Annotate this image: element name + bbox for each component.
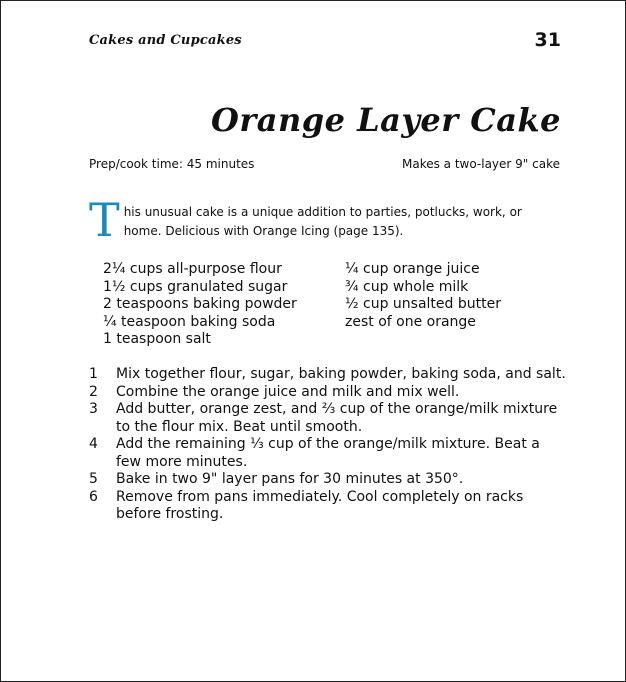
page-number: 31 — [534, 29, 561, 51]
step-text: Mix together flour, sugar, baking powder, baking soda, and salt. — [116, 366, 566, 382]
ingredient-item: ½ cup unsalted butter — [345, 296, 501, 312]
ingredient-item: 1½ cups granulated sugar — [103, 278, 288, 295]
instruction-step — [89, 401, 569, 436]
instruction-step — [89, 489, 569, 524]
instruction-step — [89, 366, 569, 384]
instruction-step — [89, 436, 569, 471]
instruction-list — [89, 366, 569, 524]
recipe-title: Orange Layer Cake — [210, 101, 561, 139]
instruction-step — [89, 384, 569, 402]
ingredient-item: 2¼ cups all-purpose flour — [103, 261, 282, 277]
ingredient-column-right — [345, 261, 501, 331]
step-number: 6 — [89, 488, 98, 505]
drop-cap: T — [89, 193, 120, 247]
step-number: 4 — [89, 436, 98, 452]
ingredient-item: 1 teaspoon salt — [103, 331, 211, 347]
intro-text: his unusual cake is a unique addition to parties, potlucks, work, or home. Delicious with Orange Icing (page 135). — [123, 205, 522, 238]
step-number: 3 — [89, 401, 98, 417]
step-text: Add butter, orange zest, and ⅔ cup of the orange/milk mixture to the flour mix. Beat until smooth. — [116, 401, 558, 435]
prep-time: Prep/cook time: 45 minutes — [89, 157, 255, 171]
ingredient-item: zest of one orange — [345, 313, 476, 330]
recipe-yield: Makes a two-layer 9" cake — [401, 157, 560, 171]
ingredient-column-left — [103, 261, 297, 349]
step-text: Add the remaining ⅓ cup of the orange/milk mixture. Beat a few more minutes. — [116, 436, 540, 470]
ingredient-item: ¼ cup orange juice — [345, 261, 480, 277]
instruction-step — [89, 471, 569, 489]
ingredient-item: 2 teaspoons baking powder — [103, 296, 297, 312]
step-text: Bake in two 9" layer pans for 30 minutes at 350°. — [116, 471, 464, 487]
ingredient-item: ¼ teaspoon baking soda — [103, 313, 276, 330]
step-number: 5 — [89, 471, 98, 487]
step-text: Remove from pans immediately. Cool completely on racks before frosting. — [116, 488, 524, 522]
intro-paragraph — [89, 193, 561, 247]
ingredient-item: ¾ cup whole milk — [345, 278, 469, 295]
step-text: Combine the orange juice and milk and mix well. — [116, 383, 460, 400]
step-number: 2 — [89, 383, 98, 400]
running-head: Cakes and Cupcakes — [89, 33, 242, 48]
step-number: 1 — [89, 366, 98, 382]
